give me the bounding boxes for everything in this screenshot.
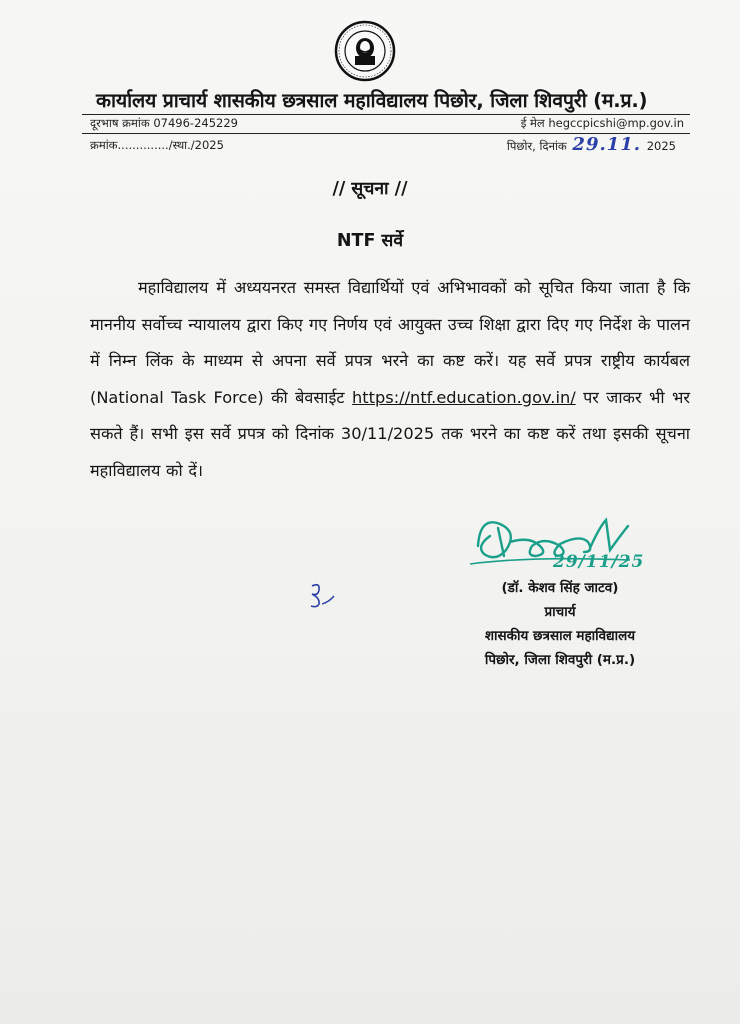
signature-date: 29/11/25 bbox=[553, 552, 645, 572]
email-address: ई मेल hegccpicshi@mp.gov.in bbox=[520, 116, 684, 130]
office-title: कार्यालय प्राचार्य शासकीय छत्रसाल महाविद्यालय पिछोर, जिला शिवपुरी (म.प्र.) bbox=[96, 89, 648, 112]
handwritten-date: 29.11. bbox=[572, 134, 642, 155]
signatory-institution: शासकीय छत्रसाल महाविद्यालय bbox=[484, 628, 636, 644]
issue-date bbox=[507, 134, 676, 155]
date-year: 2025 bbox=[646, 139, 676, 153]
signatory-designation: प्राचार्य bbox=[544, 604, 576, 620]
notice-subject: NTF सर्वे bbox=[336, 231, 404, 251]
date-prefix: पिछोर, दिनांक bbox=[506, 139, 567, 153]
notice-paragraph-2: पर जाकर भी भर सकते हैं। सभी इस सर्वे प्रपत्र को दिनांक 30/11/2025 तक भरने का कष्ट करें तथा इसकी सूचना महाविद्यालय को दें। bbox=[90, 387, 690, 480]
notice-body bbox=[90, 270, 690, 489]
signatory-location: पिछोर, जिला शिवपुरी (म.प्र.) bbox=[484, 652, 636, 668]
notice-heading: // सूचना // bbox=[332, 179, 408, 199]
header-divider-top bbox=[82, 114, 690, 115]
principal-signature-mark bbox=[470, 506, 640, 586]
initial-mark-icon bbox=[302, 580, 342, 612]
notice-paragraph-1: महाविद्यालय में अध्ययनरत समस्त विद्यार्थियों एवं अभिभावकों को सूचित किया जाता है कि माननीय सर्वोच्च न्यायालय द्वारा किए गए निर्णय एवं आयुक्त उच्च शिक्षा द्वारा दिए गए निर्देश के पालन में निम्न लिंक के माध्यम से अपना सर्वे प्रपत्र भरने का कष्ट करें। यह सर्वे प्रपत्र राष्ट्रीय कार्यबल (National Task Force) की बेवसाईट bbox=[90, 278, 690, 407]
college-seal-logo bbox=[334, 20, 396, 82]
signatory-name: (डॉ. केशव सिंह जाटव) bbox=[501, 580, 619, 596]
phone-number: दूरभाष क्रमांक 07496-245229 bbox=[90, 116, 238, 130]
signature-block bbox=[440, 576, 680, 672]
ntf-website-link[interactable]: https://ntf.education.gov.in/ bbox=[352, 387, 576, 407]
reference-number: क्रमांक............../स्था./2025 bbox=[90, 138, 224, 152]
